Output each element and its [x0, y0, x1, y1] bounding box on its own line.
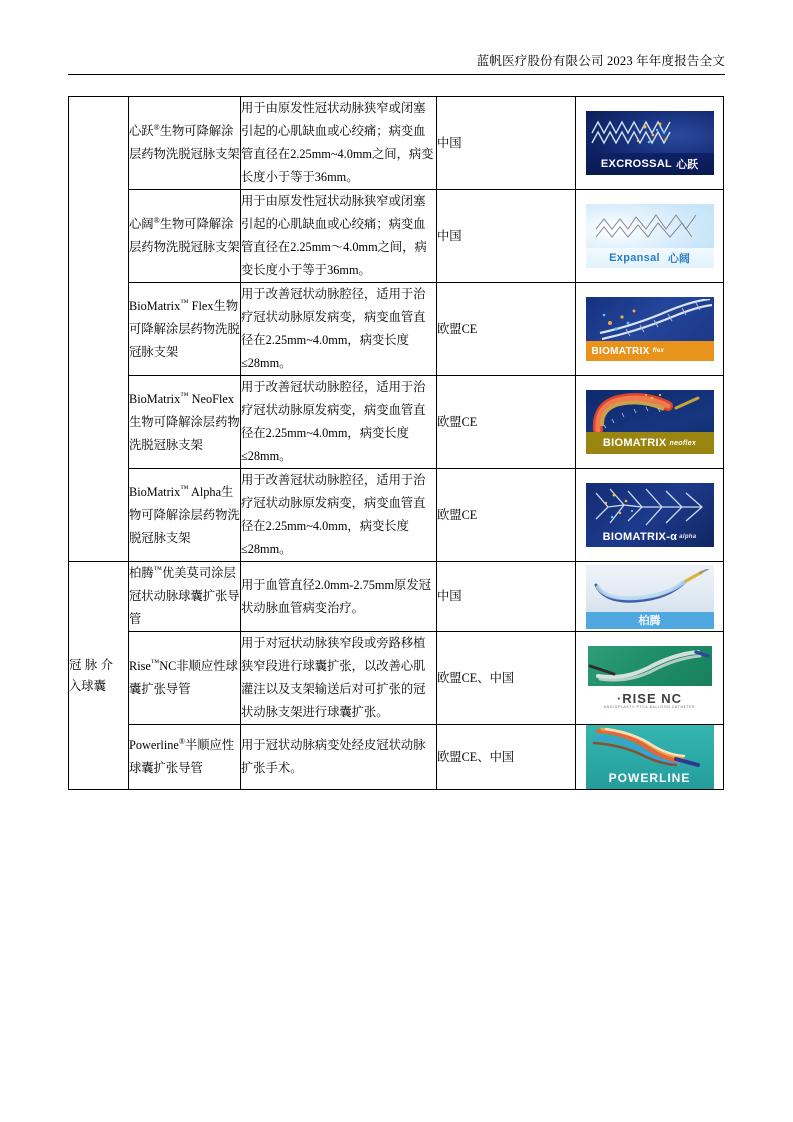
- biomatrix-alpha-stent-image: [586, 483, 714, 547]
- product-name-prefix: BioMatrix: [129, 391, 181, 406]
- product-region-cell: 欧盟CE、中国: [437, 632, 576, 725]
- table-row: [69, 97, 724, 190]
- logo-band: [586, 612, 714, 629]
- product-name-suffix: NC非顺应性球囊扩张导管: [129, 659, 238, 696]
- product-name-prefix: Powerline: [129, 738, 179, 752]
- brand-logo-text-en: EXCROSSAL: [600, 158, 673, 170]
- product-name-suffix: 优美莫司涂层冠状动脉球囊扩张导管: [129, 566, 240, 626]
- product-table-body: [69, 97, 724, 790]
- product-region-cell: 中国: [437, 190, 576, 283]
- product-image-cell: [576, 725, 724, 790]
- product-name-cell: [129, 632, 241, 725]
- brand-logo-text-en: ·RISE NC: [616, 690, 683, 706]
- product-image-cell: [576, 190, 724, 283]
- registered-mark-icon: ®: [178, 736, 185, 746]
- product-name-cell: [129, 725, 241, 790]
- brand-logo-text-en: POWERLINE: [608, 771, 691, 785]
- category-cell-empty: [69, 97, 129, 562]
- header-title: 蓝帆医疗股份有限公司 2023 年年度报告全文: [476, 54, 725, 68]
- registered-mark-icon: ®: [153, 122, 160, 132]
- product-name-suffix: 生物可降解涂层药物洗脱冠脉支架: [129, 124, 240, 161]
- ribbon-graphic-icon: [592, 727, 704, 767]
- product-name-cell: [129, 469, 241, 562]
- product-name-prefix: 柏腾: [129, 566, 154, 580]
- table-row: [69, 725, 724, 790]
- product-name-suffix: NeoFlex生物可降解涂层药物洗脱冠脉支架: [129, 391, 240, 452]
- brand-logo-variant-text: flex: [652, 348, 665, 354]
- trademark-mark-icon: ™: [150, 656, 160, 667]
- trademark-mark-icon: ™: [180, 389, 189, 400]
- product-name-suffix: Alpha生物可降解涂层药物洗脱冠脉支架: [129, 484, 240, 545]
- logo-band: [586, 432, 714, 454]
- biomatrix-flex-stent-image: [586, 297, 714, 361]
- product-description-cell: 用于由原发性冠状动脉狭窄或闭塞引起的心肌缺血或心绞痛；病变血管直径在2.25mm~4.0mm之间，病变长度小于等于36mm。: [241, 97, 437, 190]
- product-image-cell: [576, 97, 724, 190]
- brand-logo-text-en: BIOMATRIX: [602, 437, 667, 449]
- trademark-mark-icon: ™: [180, 296, 189, 307]
- brand-logo-text-en: BIOMATRIX: [591, 345, 650, 357]
- stent-graphic-icon: [596, 299, 714, 341]
- stent-graphic-icon: [592, 207, 704, 247]
- product-image-cell: [576, 283, 724, 376]
- product-region-cell: 欧盟CE: [437, 469, 576, 562]
- table-row: [69, 283, 724, 376]
- product-region-cell: 欧盟CE: [437, 283, 576, 376]
- excrossal-xinyue-stent-image: [586, 111, 714, 175]
- brand-logo-variant-text: alpha: [679, 534, 697, 540]
- category-label-line2: 入球囊: [69, 678, 106, 693]
- catheter-graphic-icon: [588, 646, 712, 686]
- trademark-mark-icon: ™: [153, 563, 162, 574]
- product-description-cell: 用于改善冠状动脉腔径，适用于治疗冠状动脉原发病变，病变血管直径在2.25mm~4.0mm，病变长度≤28mm。: [241, 469, 437, 562]
- product-table: [68, 96, 724, 790]
- powerline-balloon-catheter-image: [586, 725, 714, 789]
- product-name-cell: [129, 376, 241, 469]
- product-image-cell: [576, 469, 724, 562]
- brand-logo-text-cn: 心阔: [667, 253, 690, 265]
- brand-logo-text-cn: 心跃: [676, 159, 699, 171]
- brand-logo-text-en: BIOMATRIX-α: [602, 531, 678, 543]
- catheter-graphic-icon: [590, 569, 710, 609]
- stent-graphic-icon: [590, 115, 674, 149]
- product-name-prefix: 心跃: [129, 124, 154, 138]
- stent-graphic-icon: [590, 485, 710, 529]
- product-description-cell: 用于血管直径2.0mm-2.75mm原发冠状动脉血管病变治疗。: [241, 562, 437, 632]
- logo-band: [586, 248, 714, 268]
- product-region-cell: 欧盟CE、中国: [437, 725, 576, 790]
- product-description-cell: 用于冠状动脉病变处经皮冠状动脉扩张手术。: [241, 725, 437, 790]
- logo-band: [586, 153, 714, 175]
- product-region-cell: 欧盟CE: [437, 376, 576, 469]
- header-divider: [68, 74, 725, 75]
- biomatrix-neoflex-stent-image: [586, 390, 714, 454]
- category-cell-coronary-balloon: [69, 562, 129, 790]
- artery-graphic-icon: [590, 392, 710, 434]
- product-region-cell: 中国: [437, 562, 576, 632]
- product-region-cell: 中国: [437, 97, 576, 190]
- product-photo: [588, 646, 712, 686]
- product-image-cell: [576, 632, 724, 725]
- brand-logo-text-en: Expansal: [609, 252, 660, 264]
- trademark-mark-icon: ™: [180, 482, 189, 493]
- page-header: [68, 52, 725, 75]
- product-name-prefix: Rise: [129, 659, 151, 673]
- product-image-cell: [576, 562, 724, 632]
- product-name-suffix: Flex生物可降解涂层药物洗脱冠脉支架: [129, 298, 240, 359]
- expansal-xinkuo-stent-image: [586, 204, 714, 268]
- product-description-cell: 用于对冠状动脉狭窄段或旁路移植狭窄段进行球囊扩张，以改善心肌灌注以及支架输送后对可扩张的冠状动脉支架进行球囊扩张。: [241, 632, 437, 725]
- brand-logo-tagline: ANGIOPLASTY PTCA BALLOON CATHETER: [603, 705, 696, 709]
- product-name-cell: [129, 190, 241, 283]
- category-label-line1: 冠脉介: [69, 657, 113, 672]
- product-name-suffix: 半顺应性球囊扩张导管: [129, 738, 235, 775]
- registered-mark-icon: ®: [153, 215, 160, 225]
- table-row: [69, 469, 724, 562]
- table-row: [69, 562, 724, 632]
- table-row: [69, 190, 724, 283]
- logo-band: [586, 341, 714, 361]
- product-name-prefix: 心阔: [129, 217, 154, 231]
- boteng-balloon-catheter-image: [586, 565, 714, 629]
- logo-band: [586, 527, 714, 547]
- product-name-cell: [129, 97, 241, 190]
- rise-nc-balloon-catheter-image: [586, 646, 714, 710]
- product-description-cell: 用于改善冠状动脉腔径，适用于治疗冠状动脉原发病变，病变血管直径在2.25mm~4.0mm，病变长度≤28mm。: [241, 376, 437, 469]
- product-description-cell: 用于由原发性冠状动脉狭窄或闭塞引起的心肌缺血或心绞痛；病变血管直径在2.25mm～4.0mm之间，病变长度小于等于36mm。: [241, 190, 437, 283]
- product-description-cell: 用于改善冠状动脉腔径，适用于治疗冠状动脉原发病变，病变血管直径在2.25mm~4.0mm，病变长度≤28mm。: [241, 283, 437, 376]
- product-name-suffix: 生物可降解涂层药物洗脱冠脉支架: [129, 217, 240, 254]
- logo-band: [586, 767, 714, 789]
- product-image-cell: [576, 376, 724, 469]
- brand-logo-text-cn: 柏腾: [638, 615, 661, 627]
- table-row: [69, 632, 724, 725]
- product-name-cell: [129, 283, 241, 376]
- table-row: [69, 376, 724, 469]
- product-name-prefix: BioMatrix: [129, 298, 181, 313]
- brand-logo-variant-text: neoflex: [669, 439, 697, 447]
- product-name-cell: [129, 562, 241, 632]
- product-table-container: [68, 96, 723, 790]
- product-name-prefix: BioMatrix: [129, 484, 181, 499]
